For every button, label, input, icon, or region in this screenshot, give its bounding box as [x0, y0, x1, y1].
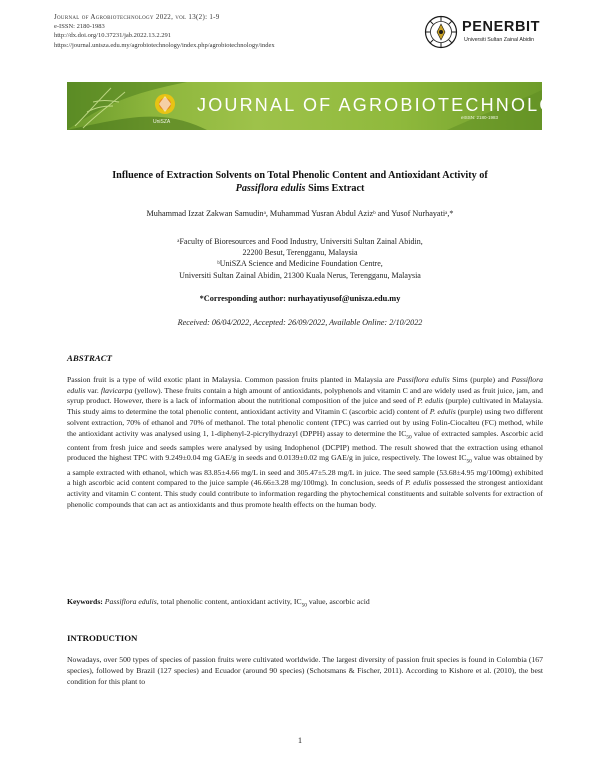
journal-citation: Journal of Agrobiotechnology 2022, vol 13(2): 1-9 [54, 13, 220, 21]
title-species: Passiflora edulis [235, 182, 306, 194]
authors: Muhammad Izzat Zakwan Samudinᵃ, Muhammad Yusran Abdul Azizᵇ and Yusof Nurhayatiᵃ,* [146, 209, 454, 218]
article-title [60, 170, 540, 195]
introduction-heading: INTRODUCTION [67, 633, 138, 643]
affiliation-line: ᵃFaculty of Bioresources and Food Industry, Universiti Sultan Zainal Abidin, [177, 237, 423, 246]
banner-issn: eISSN: 2180-1983 [460, 115, 498, 120]
unisza-logo-icon [155, 94, 175, 114]
title-suffix: Sims Extract [305, 182, 365, 194]
doi-link[interactable]: http://dx.doi.org/10.37231/jab.2022.13.2.291 [54, 32, 172, 40]
article-dates: Received: 06/04/2022, Accepted: 26/09/2022, Available Online: 2/10/2022 [177, 318, 423, 327]
journal-header [54, 13, 275, 50]
journal-banner [67, 82, 586, 130]
penerbit-logo [424, 13, 554, 53]
banner-title: JOURNAL OF AGROBIOTECHNOLOGY [197, 95, 586, 115]
corresponding-author[interactable]: *Corresponding author: nurhayatiyusof@unisza.edu.my [199, 294, 401, 303]
affiliation-line: Universiti Sultan Zainal Abidin, 21300 Kuala Nerus, Terengganu, Malaysia [179, 270, 421, 280]
eissn: e-ISSN: 2180-1983 [54, 23, 105, 31]
affiliation-line: 22200 Besut, Terengganu, Malaysia [242, 248, 358, 258]
publisher-name: PENERBIT [462, 19, 541, 35]
title-line-2 [60, 183, 540, 196]
page-number: 1 [297, 735, 303, 745]
affiliations [60, 236, 540, 281]
introduction-body: Nowadays, over 500 types of species of passion fruits were cultivated worldwide. The largest diversity of passion fruit species is found in Colombia (167 species), followed by Brazil (127 species) and Ecuador (around 90 species) (Schotsmans & Fischer, 2011). According to Kishore et al. (2010), the best condition for this plant to [67, 655, 543, 686]
abstract-heading: ABSTRACT [67, 353, 112, 363]
keywords: Keywords: Passiflora edulis, total phenolic content, antioxidant activity, $IC_{50}$ value, ascorbic acid [67, 597, 370, 609]
title-line-1: Influence of Extraction Solvents on Total Phenolic Content and Antioxidant Activity of [112, 170, 488, 181]
publisher-subtitle: Universiti Sultan Zainal Abidin [464, 37, 535, 43]
journal-url-link[interactable]: https://journal.unisza.edu.my/agrobiotechnology/index.php/agrobiotechnology/index [54, 41, 275, 49]
banner-logo-text: UniSZA [153, 119, 171, 125]
affiliation-line: ᵇUniSZA Science and Medicine Foundation Centre, [217, 259, 383, 269]
university-seal-icon [424, 15, 458, 49]
abstract-body: Passion fruit is a type of wild exotic plant in Malaysia. Common passion fruits planted in Malaysia are Passiflora edulis Sims (purple) and Passiflora edulis var. flavicarpa (yellow). These fruits contain a high amount of antioxidants, polyphenols and vitamin C and are widely used as fruit juice, jam, and syrup product. However, there is a lack of information about the nutritional composition of the juice and seed of P. edulis (purple) cultivated in Malaysia. This study aims to determine the total phenolic content, antioxidant activity and Vitamin C (ascorbic acid) content of P. edulis (purple) using two different solvent extraction, 70% of ethanol and 70% of methanol. The total phenolic content (TPC) was carried out by using Folin-Ciocalteu (FC) method, while the antioxidant activity was analysed using 1, 1-diphenyl-2-picrylhydrazyl (DPPH) assay to determine the $IC_{50}$ value of extracted samples. Ascorbic acid content from fresh juice and seeds samples were analysed by using Indophenol (DCPIP) method. The result showed that the extraction using ethanol produced the highest TPC with 9.249±0.04 mg GAE/g in seeds and 0.0139±0.02 mg GAE/g in juice, respectively. The lowest $IC_{50}$ value was obtained by a sample extracted with ethanol, which was 83.85±4.66 mg/L in seed and 305.47±5.28 mg/L in juice. The seed sample (53.68±4.95 mg/100mg) exhibited a high ascorbic acid content compared to the juice sample (46.66±3.28 mg/100mg). In conclusion, seeds of P. edulis possessed the strongest antioxidant activity and vitamin C content. This study could contribute to information regarding the phytochemical constituents and suitable solvents for extraction of phenolic compounds that can act as antioxidants and thus promote health effects on the human body. [67, 375, 543, 509]
keywords-label: Keywords: [67, 597, 103, 606]
